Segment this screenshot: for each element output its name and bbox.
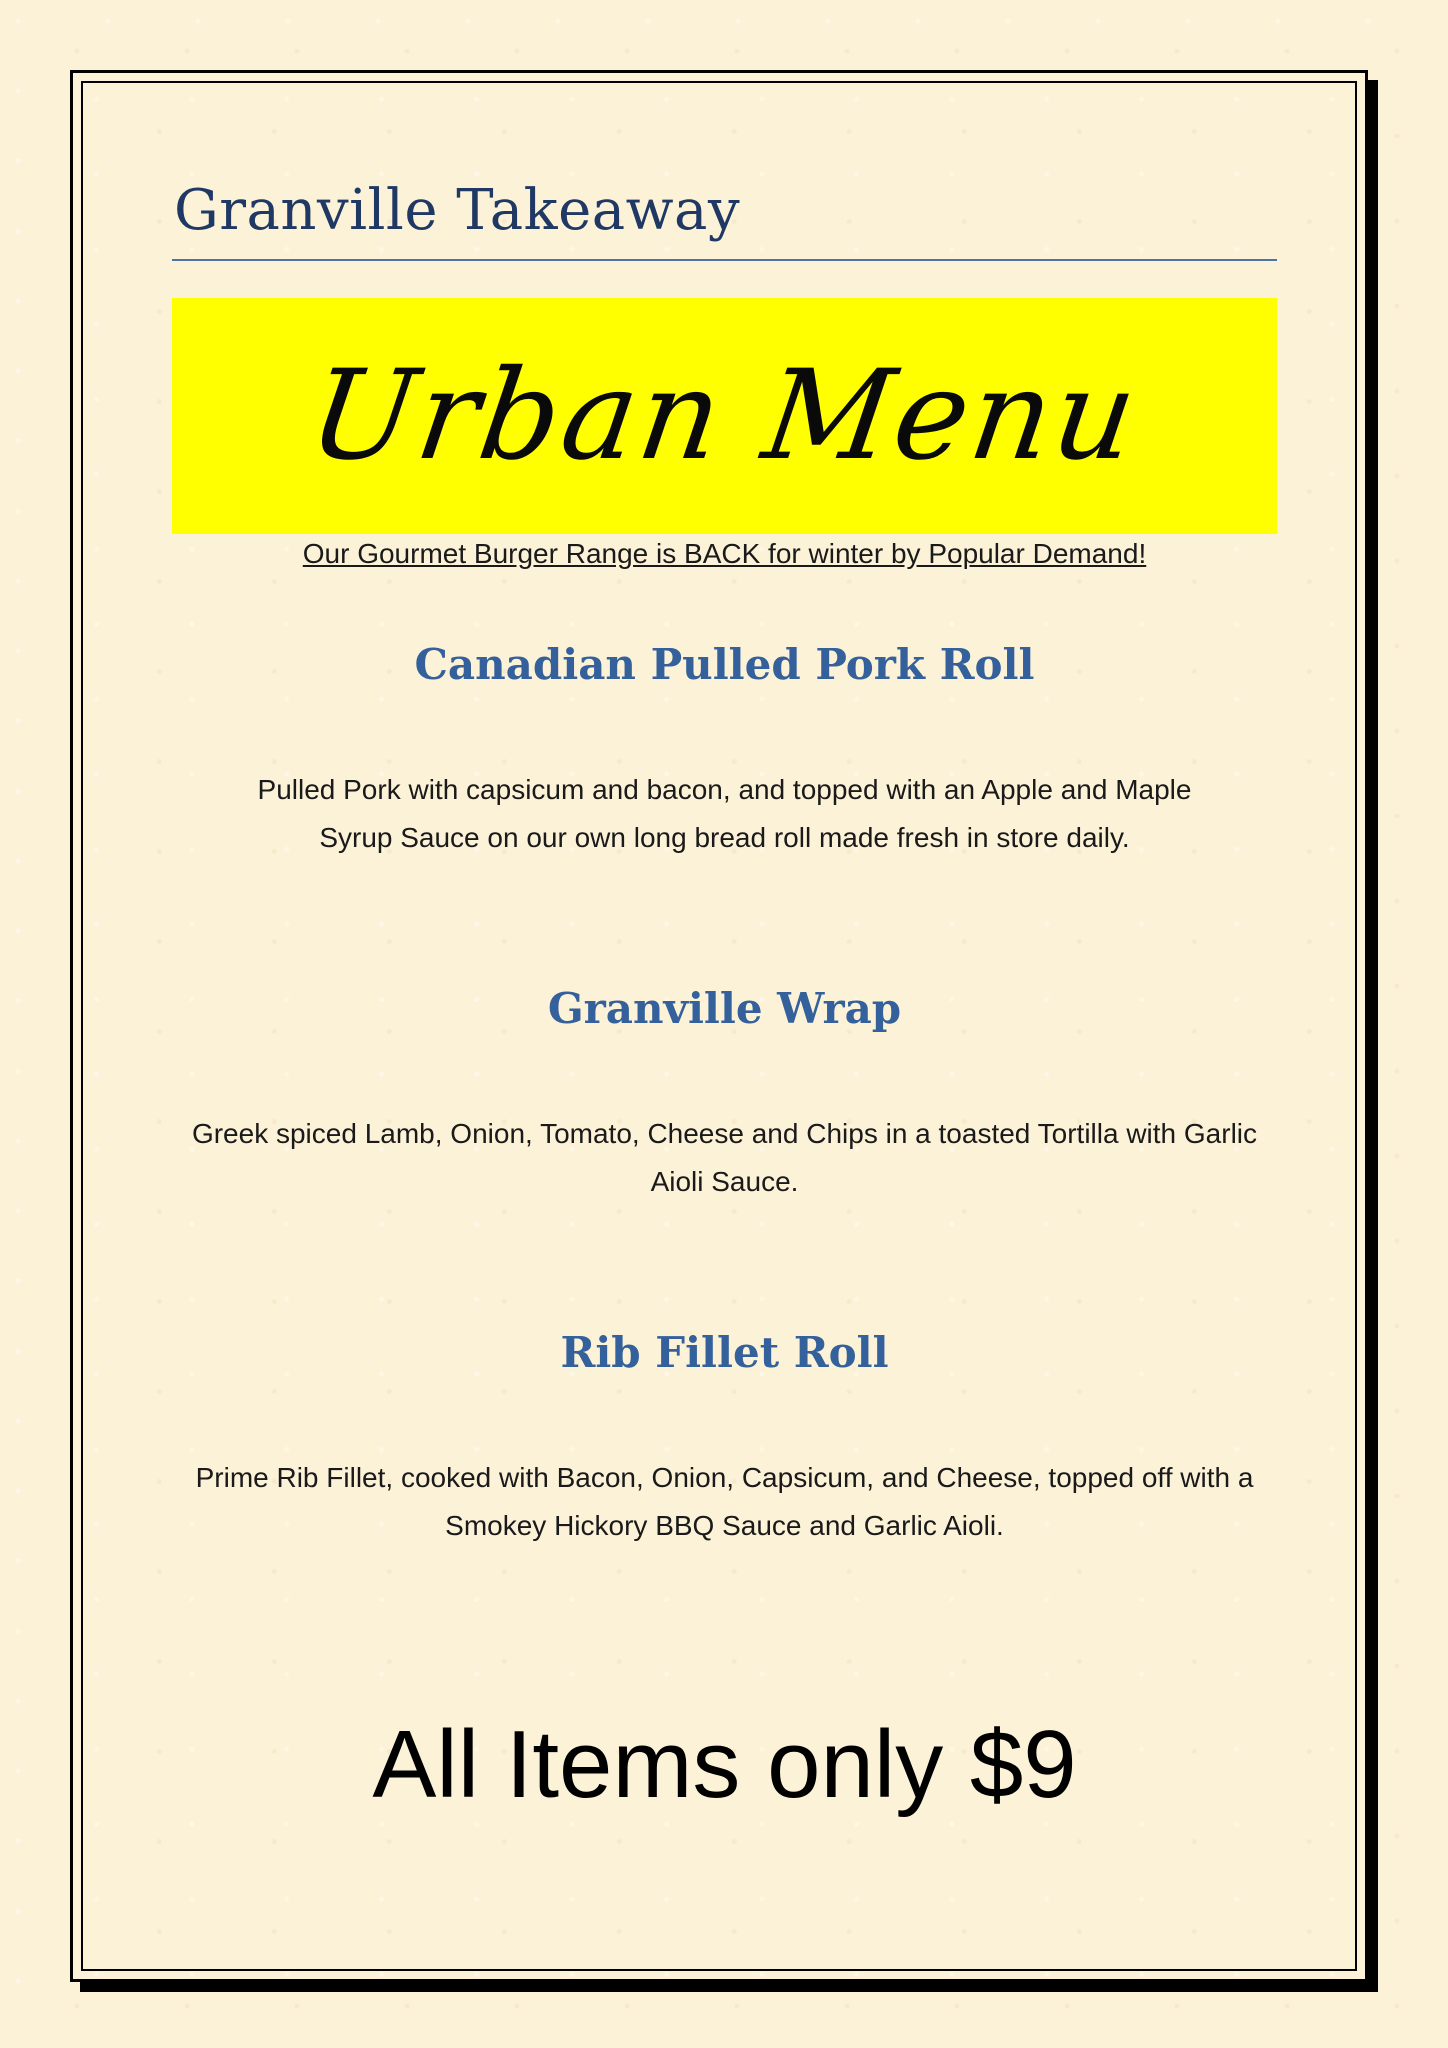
item-description-pulled-pork: Pulled Pork with capsicum and bacon, and topped with an Apple and Maple Syrup Sauce on our own long bread roll made fresh in store daily. (257, 774, 1192, 853)
menu-banner (172, 298, 1277, 534)
title-divider (172, 259, 1277, 261)
item-description-granville-wrap: Greek spiced Lamb, Onion, Tomato, Cheese and Chips in a toasted Tortilla with Garlic Aioli Sauce. (191, 1118, 1258, 1197)
tagline: Our Gourmet Burger Range is BACK for winter by Popular Demand! (302, 538, 1147, 569)
banner-text: Urban Menu (301, 344, 1148, 488)
price-line: All Items only $9 (372, 1711, 1077, 1818)
item-title-rib-fillet: Rib Fillet Roll (560, 1328, 889, 1377)
page-title: Granville Takeaway (174, 178, 741, 243)
item-description-rib-fillet: Prime Rib Fillet, cooked with Bacon, Onion, Capsicum, and Cheese, topped off with a Smokey Hickory BBQ Sauce and Garlic Aioli. (195, 1462, 1254, 1541)
item-title-pulled-pork: Canadian Pulled Pork Roll (414, 640, 1035, 689)
item-title-granville-wrap: Granville Wrap (547, 984, 902, 1033)
